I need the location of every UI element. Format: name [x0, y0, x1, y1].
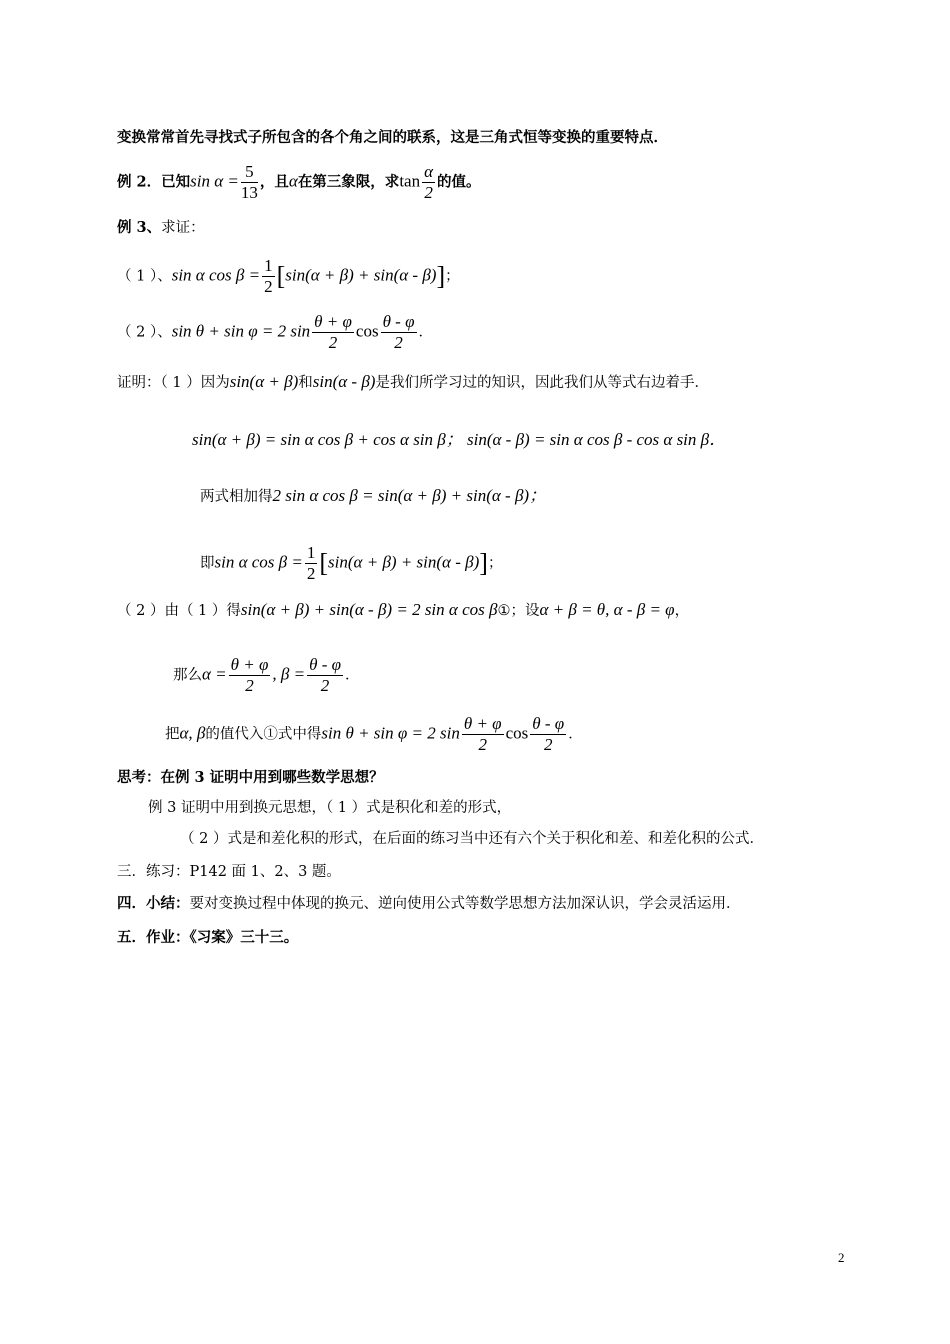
- identity-1: [117, 256, 460, 297]
- summary-text: 要对变换过程中体现的换元、逆向使用公式等数学思想方法加深认识，学会灵活运用．: [189, 896, 741, 912]
- fraction-theta-minus-phi: [307, 655, 343, 696]
- fraction-denominator: 2: [306, 564, 316, 583]
- fraction-theta-plus-phi: [462, 714, 504, 755]
- result-1-end: ；: [487, 555, 503, 572]
- section-homework: 五．作业：《习案》三十三。: [117, 929, 299, 946]
- section-exercise: 三．练习：P142 面 1、2、3 题。: [117, 864, 341, 880]
- example-3-label: 例 3、: [117, 219, 162, 236]
- example-2-mid: ，且: [259, 173, 289, 191]
- cos-label: cos: [355, 321, 379, 341]
- put-mid: 的值代入①式中得: [205, 726, 322, 743]
- summary-label: 四．小结：: [117, 895, 190, 912]
- put-label: 把: [165, 726, 180, 743]
- identity-1-lhs: sin α cos β =: [171, 265, 261, 285]
- proof-part-2: [117, 600, 689, 621]
- fraction-theta-plus-phi: [229, 655, 271, 696]
- proof-2-equation: sin(α + β) + sin(α - β) = 2 sin α cos β: [240, 600, 498, 619]
- alpha-symbol: α: [288, 171, 298, 191]
- cos-label: cos: [505, 723, 529, 743]
- fraction-alpha-2: [422, 162, 435, 203]
- put-lhs: sin θ + sin φ = 2 sin: [321, 723, 460, 743]
- identity-1-label: （ 1 ）、: [117, 268, 172, 285]
- fraction-denominator: 2: [320, 676, 330, 695]
- proof-label: 证明：（ 1 ）因为: [117, 375, 230, 391]
- identity-1-body: sin(α + β) + sin(α - β): [285, 265, 437, 285]
- sin-alpha-expr: sin α =: [190, 171, 239, 191]
- fraction-numerator: α: [424, 162, 434, 181]
- proof-2-label: （ 2 ）由（ 1 ）得: [117, 603, 241, 619]
- example-2-end: 的值。: [437, 173, 481, 191]
- fraction-numerator: 5: [241, 162, 258, 183]
- think-question: 思考：在例 3 证明中用到哪些数学思想？: [117, 769, 384, 786]
- proof-rest: 是我们所学习过的知识，因此我们从等式右边着手．: [375, 375, 709, 391]
- example-3: [117, 218, 205, 238]
- fraction-denominator: 2: [424, 183, 433, 202]
- example-3-text: 求证：: [161, 220, 205, 236]
- then-end: ．: [345, 667, 360, 684]
- fraction-numerator: θ + φ: [230, 655, 269, 674]
- substitute-step: [165, 714, 583, 755]
- fraction-numerator: θ - φ: [382, 312, 415, 331]
- proof-expr-2: sin(α - β): [312, 372, 376, 391]
- identity-2-end: ．: [418, 324, 433, 341]
- fraction-denominator: 2: [264, 277, 273, 296]
- fraction-numerator: θ + φ: [314, 312, 352, 331]
- example-2-mid2: 在第三象限，求: [297, 173, 400, 191]
- substitution: α + β = θ, α - β = φ: [539, 600, 675, 619]
- then-label: 那么: [173, 667, 202, 684]
- section-summary: [117, 894, 741, 914]
- identity-1-end: ；: [445, 268, 460, 285]
- identity-2-lhs: sin θ + sin φ = 2 sin: [171, 321, 311, 341]
- example-2-label: 例 2．已知: [117, 173, 191, 191]
- identity-2-label: （ 2 ）、: [117, 324, 172, 341]
- identity-2: [117, 312, 433, 353]
- page-number: 2: [838, 1250, 845, 1265]
- tan-label: tan: [399, 171, 421, 191]
- proof-and: 和: [298, 375, 313, 391]
- put-end: ．: [568, 726, 583, 743]
- fraction-denominator: 2: [394, 333, 403, 352]
- right-bracket: ]: [479, 548, 488, 578]
- sum-label: 两式相加得: [200, 489, 273, 505]
- left-bracket: [: [276, 261, 286, 291]
- fraction-1-2: [262, 256, 275, 297]
- sum-step: [200, 486, 546, 507]
- left-bracket: [: [319, 548, 329, 578]
- proof-2-end: ，: [674, 603, 690, 619]
- example-2: [117, 162, 481, 203]
- fraction-1-2: [305, 543, 318, 584]
- proof-2-circ: ①；设: [497, 603, 540, 619]
- fraction-numerator: 1: [306, 543, 316, 562]
- sum-equation: 2 sin α cos β = sin(α + β) + sin(α - β)；: [272, 486, 547, 505]
- answer-line-1: 例 3 证明中用到换元思想，（ 1 ）式是积化和差的形式，: [148, 800, 512, 816]
- fraction-theta-minus-phi: [530, 714, 566, 755]
- answer-line-2: （ 2 ）式是和差化积的形式，在后面的练习当中还有六个关于积化和差、和差化积的公式．: [180, 831, 764, 847]
- beta-eq: , β =: [272, 664, 306, 684]
- result-1-label: 即: [200, 555, 215, 572]
- alpha-beta-vars: α, β: [179, 723, 206, 743]
- result-1-body: sin(α + β) + sin(α - β): [328, 552, 480, 572]
- fraction-denominator: 13: [240, 183, 258, 202]
- expansion-formulas: sin(α + β) = sin α cos β + cos α sin β； sin(α - β) = sin α cos β - cos α sin β．: [192, 430, 727, 449]
- then-step: [173, 655, 360, 696]
- right-bracket: ]: [436, 261, 446, 291]
- fraction-numerator: θ + φ: [463, 714, 502, 733]
- fraction-theta-plus-phi: [312, 312, 354, 353]
- result-1-lhs: sin α cos β =: [214, 552, 303, 572]
- fraction-denominator: 2: [245, 676, 254, 695]
- fraction-numerator: θ - φ: [309, 655, 342, 674]
- fraction-denominator: 2: [328, 333, 338, 352]
- fraction-theta-minus-phi: [381, 312, 417, 353]
- alpha-eq: α =: [202, 664, 227, 684]
- fraction-denominator: 2: [478, 735, 487, 754]
- fraction-numerator: θ - φ: [532, 714, 565, 733]
- intro-paragraph: 变换常常首先寻找式子所包含的各个角之间的联系，这是三角式恒等变换的重要特点．: [117, 129, 668, 146]
- result-1: [200, 543, 502, 584]
- proof-expr-1: sin(α + β): [229, 372, 299, 391]
- fraction-5-13: [241, 162, 258, 203]
- proof-intro: [117, 372, 709, 393]
- fraction-denominator: 2: [543, 735, 553, 754]
- fraction-numerator: 1: [264, 256, 273, 275]
